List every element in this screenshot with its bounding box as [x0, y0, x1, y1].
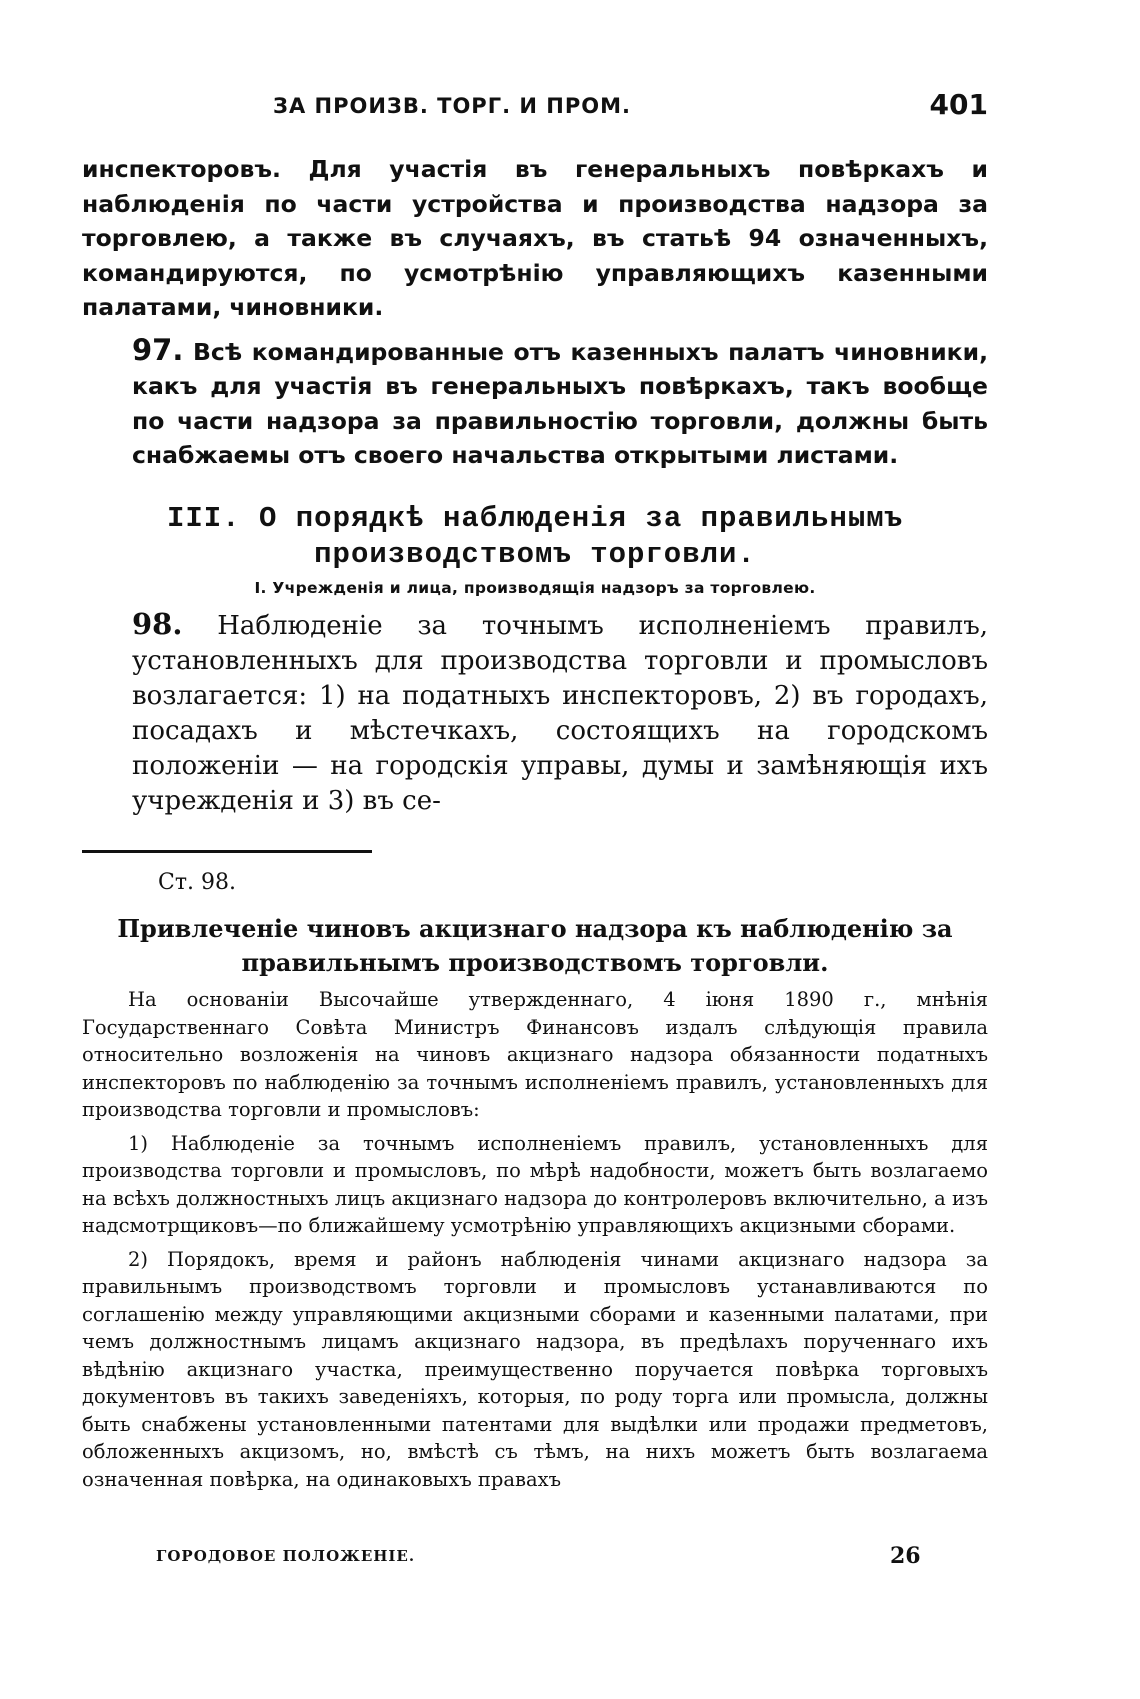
continuation-paragraph: инспекторовъ. Для участія въ генеральныхъ повѣркахъ и наблюденія по части устройства и производства надзора за торговлею, а также въ случаяхъ, въ статьѣ 94 означенныхъ, командируются, по усмотрѣнію управляющихъ казенными палатами, чиновники. [82, 155, 988, 321]
running-head [82, 90, 988, 126]
article-97-number: 97. [132, 332, 184, 367]
note-title: Привлеченіе чиновъ акцизнаго надзора къ наблюденію за правильнымъ производствомъ торговли. [117, 914, 953, 977]
page-footer [82, 1543, 988, 1575]
signature-mark: ГОРОДОВОЕ ПОЛОЖЕНІЕ. [156, 1547, 416, 1565]
note-paragraph: На основаніи Высочайше утвержденнаго, 4 іюня 1890 г., мнѣнія Государственнаго Совѣта Министръ Финансовъ издалъ слѣдующія правила относительно возложенія на чиновъ акцизнаго надзора обязанности податныхъ инспекторовъ по наблюденію за точнымъ исполненіемъ правилъ, установленныхъ для производства торговли и промысловъ: [82, 988, 988, 1121]
article-98 [82, 607, 988, 819]
note-paragraph: 2) Порядокъ, время и районъ наблюденія чинами акцизнаго надзора за правильнымъ производствомъ торговли и промысловъ устанавливаются по соглашенію между управляющими акцизными сборами и казенными палатами, при чемъ должностнымъ лицамъ акцизнаго надзора, въ предѣлахъ порученнаго ихъ вѣдѣнію акцизнаго участка, преимущественно поручается повѣрка торговыхъ документовъ въ такихъ заведеніяхъ, которыя, по роду торга или промысла, должны быть снабжены установленными патентами для выдѣлки или продажи предметовъ, обложенныхъ акцизомъ, но, вмѣстѣ съ тѣмъ, на нихъ можетъ быть возлагаема означенная повѣрка, на одинаковыхъ правахъ [82, 1247, 988, 1491]
article-98-number: 98. [132, 606, 183, 641]
page-number: 401 [929, 88, 988, 121]
main-text [82, 152, 988, 819]
footnote-divider [82, 850, 372, 853]
article-97-text: Всѣ командированные отъ казенныхъ палатъ чиновники, какъ для участія въ генеральныхъ повѣркахъ, такъ вообще по части надзора за правильностію торговли, должны быть снабжаемы отъ своего начальства открытыми листами. [132, 337, 989, 469]
signature-number: 26 [890, 1543, 921, 1569]
commentary [82, 868, 988, 1493]
article-98-text: Наблюденіе за точнымъ исполненіемъ правилъ, установленныхъ для производства торговли и промысловъ возлагается: 1) на податныхъ инспекторовъ, 2) въ городахъ, посадахъ и мѣстечкахъ, состоящихъ на городскомъ положеніи — на городскія управы, думы и замѣняющія ихъ учрежденія и 3) въ се- [132, 610, 989, 816]
note-paragraph: 1) Наблюденіе за точнымъ исполненіемъ правилъ, установленныхъ для производства торговли и промысловъ, по мѣрѣ надобности, можетъ быть возлагаемо на всѣхъ должностныхъ лицъ акцизнаго надзора до контролеровъ включительно, а изъ надсмотрщиковъ—по ближайшему усмотрѣнію управляющихъ акцизными сборами. [82, 1131, 988, 1237]
section-heading: III. О порядкѣ наблюденія за правильнымъ производствомъ торговли. [166, 501, 904, 571]
running-title: ЗА ПРОИЗВ. ТОРГ. И ПРОМ. [273, 94, 631, 118]
note-reference: Ст. 98. [158, 870, 236, 895]
subheading: I. Учрежденія и лица, производящія надзоръ за торговлею. [254, 578, 816, 597]
article-97 [82, 333, 988, 473]
